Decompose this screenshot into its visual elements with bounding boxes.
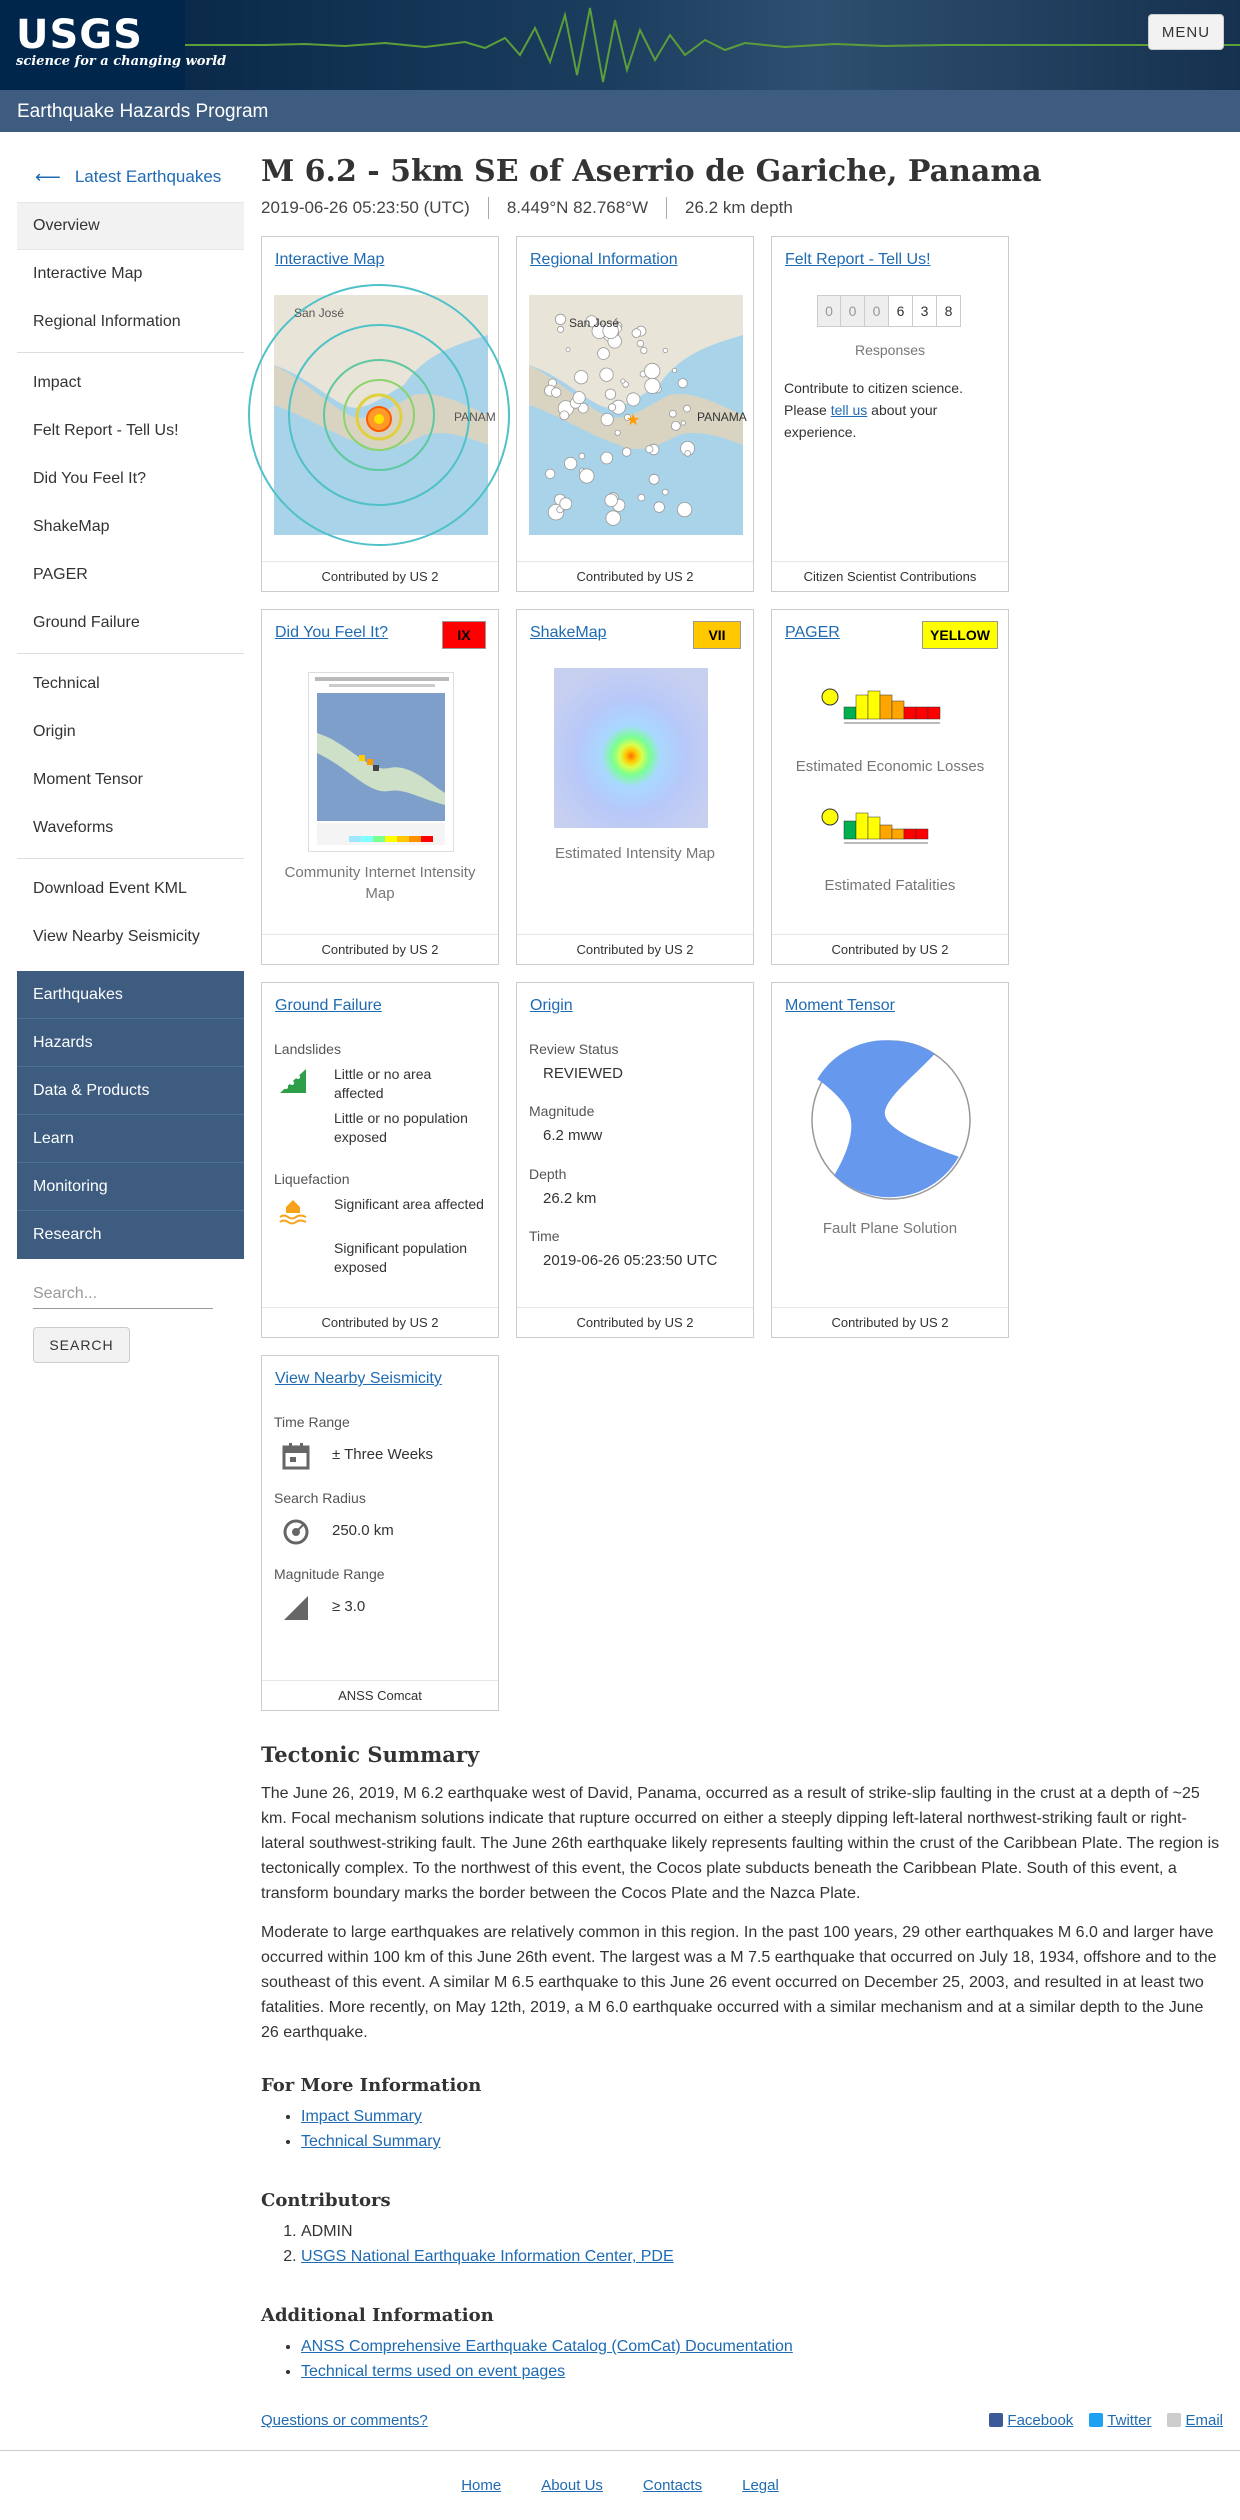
questions — [261, 2412, 661, 2429]
tectonic-summary — [261, 1742, 1221, 2045]
seismicity-dot — [579, 453, 585, 459]
sidebar-item-origin[interactable]: Origin — [33, 723, 76, 740]
technical-summary-link[interactable]: Technical Summary — [301, 2133, 441, 2150]
seismicity-dot — [637, 340, 644, 347]
sidebar-item-pager[interactable]: PAGER — [33, 566, 88, 583]
footer-legal-link[interactable]: Legal — [742, 2477, 779, 2494]
liquefaction-population: Significant population exposed — [334, 1240, 468, 1275]
neic-link[interactable]: USGS National Earthquake Information Center, PDE — [301, 2248, 674, 2265]
program-title[interactable]: Earthquake Hazards Program — [17, 101, 269, 122]
counter-digit: 3 — [913, 295, 937, 327]
event-summary — [261, 196, 1221, 220]
epicenter-star-icon: ★ — [625, 412, 641, 429]
tell-us-link[interactable]: tell us — [830, 402, 868, 418]
nav-data-products[interactable]: Data & Products — [17, 1067, 244, 1115]
nav-learn[interactable]: Learn — [17, 1115, 244, 1163]
twitter-icon — [1089, 2413, 1103, 2427]
card-footer: Contributed by US 2 — [517, 1307, 753, 1337]
responses-label: Responses — [854, 342, 926, 358]
search-button[interactable]: SEARCH — [33, 1327, 130, 1363]
fault-plane-caption: Fault Plane Solution — [822, 1220, 958, 1237]
card-title[interactable]: Interactive Map — [275, 251, 385, 268]
magnitude-range-value: ≥ 3.0 — [332, 1598, 366, 1615]
fatalities-histogram — [822, 805, 962, 850]
liquefaction-area: Significant area affected — [334, 1196, 484, 1212]
card-footer: Contributed by US 2 — [262, 561, 498, 591]
seismicity-dot — [672, 368, 676, 372]
depth-value: 26.2 km — [543, 1190, 597, 1207]
calendar-icon — [282, 1442, 310, 1475]
card-title[interactable]: Did You Feel It? — [275, 624, 388, 641]
card-shakemap[interactable] — [516, 609, 754, 965]
review-status-label: Review Status — [529, 1041, 619, 1057]
seismicity-dot — [598, 348, 610, 360]
prompt-text: about your experience. — [784, 402, 938, 440]
email-link[interactable] — [1167, 2412, 1223, 2429]
nav-hazards[interactable]: Hazards — [17, 1019, 244, 1067]
seismicity-dot — [641, 347, 647, 353]
list-item: 1. ADMIN — [301, 2219, 1221, 2244]
seismicity-dot — [671, 421, 680, 430]
section-heading: Tectonic Summary — [261, 1742, 480, 1767]
card-footer: Contributed by US 2 — [262, 1307, 498, 1337]
seismicity-dot — [615, 430, 620, 435]
twitter-link[interactable] — [1089, 2412, 1151, 2429]
search-input[interactable] — [33, 1279, 213, 1309]
list-item — [301, 2359, 1221, 2384]
footer-contacts-link[interactable]: Contacts — [642, 2477, 703, 2494]
sidebar-item-dyfi[interactable]: Did You Feel It? — [33, 470, 146, 487]
shakemap-caption: Estimated Intensity Map — [554, 845, 716, 862]
card-felt-report[interactable] — [771, 236, 1009, 592]
email-icon — [1167, 2413, 1181, 2427]
seismogram-wave — [185, 0, 1240, 90]
liquefaction-label: Liquefaction — [274, 1171, 350, 1187]
search-radius-value: 250.0 km — [332, 1522, 394, 1539]
map-image — [529, 295, 747, 535]
prompt-text: Contribute to citizen science. Please — [784, 380, 963, 418]
seismicity-dot — [609, 404, 616, 411]
site-header — [0, 0, 1240, 90]
card-footer: Contributed by US 2 — [517, 934, 753, 964]
event-depth: 26.2 km depth — [685, 198, 793, 217]
map-image — [309, 673, 455, 853]
seismicity-dot — [605, 389, 615, 399]
questions-link[interactable]: Questions or comments? — [261, 2412, 428, 2429]
alert-level-badge: YELLOW — [922, 621, 998, 649]
seismicity-dot — [654, 502, 665, 513]
seismicity-dot — [580, 469, 594, 483]
counter-digit: 8 — [937, 295, 961, 327]
logo-tagline: science for a changing world — [16, 54, 227, 69]
sidebar-item-waveforms[interactable]: Waveforms — [33, 819, 114, 836]
intensity-badge: IX — [442, 621, 486, 649]
map-place-label: San José — [294, 306, 345, 320]
shakemap-thumbnail[interactable] — [554, 668, 708, 828]
back-label: Latest Earthquakes — [74, 167, 222, 186]
seismicity-dot — [606, 511, 621, 526]
landslides-label: Landslides — [274, 1041, 341, 1057]
seismicity-dot — [560, 411, 569, 420]
card-footer: Contributed by US 2 — [262, 934, 498, 964]
event-time: 2019-06-26 05:23:50 (UTC) — [261, 197, 489, 219]
time-value: 2019-06-26 05:23:50 UTC — [543, 1252, 718, 1269]
seismicity-dot — [566, 348, 570, 352]
card-title[interactable]: ShakeMap — [530, 624, 607, 641]
seismicity-dot — [685, 451, 691, 457]
page-title: M 6.2 - 5km SE of Aserrio de Gariche, Panama — [261, 154, 1042, 189]
more-information — [261, 2075, 1221, 2154]
card-footer: Contributed by US 2 — [772, 1307, 1008, 1337]
seismicity-dot — [621, 379, 625, 383]
fatalities-caption: Estimated Fatalities — [824, 877, 956, 894]
technical-terms-link[interactable]: Technical terms used on event pages — [301, 2363, 566, 2380]
seismicity-dot — [551, 388, 561, 398]
seismicity-dot — [677, 502, 691, 516]
sidebar-item-download-kml[interactable]: Download Event KML — [33, 880, 187, 897]
seismicity-dot — [573, 392, 585, 404]
sidebar-item-ground-failure[interactable]: Ground Failure — [33, 614, 140, 631]
seismicity-dot — [601, 452, 613, 464]
seismicity-dot — [601, 413, 613, 425]
paragraph: The June 26, 2019, M 6.2 earthquake west of David, Panama, occurred as a result of strike-slip faulting in the crust at a depth of ~25 km. Focal mechanism solutions indicate that rupture occurred on either a steeply dipping left-lateral northwest-striking fault or right-lateral southwest-striking fault. The June 26th earthquake likely represents faulting within the crust of the Caribbean Plate. The region is tectonically complex. To the northwest of this event, the Cocos plate subducts beneath the Caribbean Plate. South of this event, a transform boundary marks the border between the Cocos Plate and the Nazca Plate. — [261, 1785, 1220, 1902]
footer-home-link[interactable]: Home — [461, 2477, 502, 2494]
logo-wordmark: USGS — [16, 12, 143, 58]
product-cards — [261, 236, 1221, 1781]
divider — [17, 352, 244, 353]
list-item — [301, 2244, 1221, 2269]
counter-digit: 0 — [865, 295, 889, 327]
card-moment-tensor[interactable] — [771, 982, 1009, 1338]
card-nearby-seismicity[interactable] — [261, 1355, 499, 1711]
email-label: Email — [1185, 2412, 1223, 2429]
nav-research[interactable]: Research — [33, 1226, 102, 1243]
sidebar-item-technical[interactable]: Technical — [33, 675, 100, 692]
map-place-label: PANAMA — [697, 410, 747, 424]
sidebar-item-shakemap[interactable]: ShakeMap — [33, 518, 110, 535]
seismicity-dot — [560, 498, 572, 510]
card-title[interactable]: Moment Tensor — [785, 997, 895, 1014]
sidebar-item-nearby-seismicity[interactable]: View Nearby Seismicity — [33, 928, 200, 945]
usgs-logo[interactable] — [16, 14, 226, 69]
sidebar-item-impact[interactable]: Impact — [33, 374, 82, 391]
back-arrow-icon: ⟵ — [35, 166, 61, 187]
card-title[interactable]: Regional Information — [530, 251, 678, 268]
site-search — [17, 1279, 244, 1363]
divider — [17, 653, 244, 654]
seismicity-dot — [662, 489, 668, 495]
card-did-you-feel-it[interactable] — [261, 609, 499, 965]
card-title[interactable]: View Nearby Seismicity — [275, 1370, 442, 1387]
seismicity-dot — [627, 393, 640, 406]
seismicity-dot — [663, 348, 667, 352]
seismicity-dot — [669, 410, 676, 417]
section-heading: Contributors — [261, 2190, 391, 2211]
twitter-label: Twitter — [1107, 2412, 1152, 2429]
facebook-link[interactable] — [989, 2412, 1073, 2429]
counter-digit: 0 — [841, 295, 865, 327]
event-page — [261, 150, 1221, 1781]
card-footer: Contributed by US 2 — [772, 934, 1008, 964]
site-nav — [17, 971, 244, 1259]
time-range-value: ± Three Weeks — [332, 1446, 434, 1463]
dyfi-map-thumbnail[interactable] — [308, 672, 454, 852]
card-footer: ANSS Comcat — [262, 1680, 498, 1710]
time-label: Time — [529, 1228, 560, 1244]
seismicity-dot — [575, 371, 588, 384]
program-bar — [0, 90, 1240, 132]
card-origin[interactable] — [516, 982, 754, 1338]
card-title[interactable]: Origin — [530, 997, 573, 1014]
regional-map-thumbnail[interactable] — [529, 295, 747, 535]
seismicity-dot — [645, 378, 660, 393]
dyfi-caption: Community Internet Intensity Map — [284, 864, 476, 902]
divider — [17, 858, 244, 859]
contributors — [261, 2190, 1221, 2269]
seismicity-dot — [555, 314, 565, 324]
paragraph: Moderate to large earthquakes are relatively common in this region. In the past 100 years, 29 other earthquakes M 6.0 and larger have occurred within 100 km of this June 26th event. The largest was a M 7.5 earthquake that occurred on July 18, 1934, offshore and to the southeast of this event. A similar M 6.5 earthquake to this June 26 event occurred on December 25, 2003, and resulted in at least two fatalities. More recently, on May 12th, 2019, a M 6.0 earthquake occurred with a similar mechanism and at a similar depth to the June 26 earthquake. — [261, 1924, 1217, 2041]
nav-earthquakes[interactable]: Earthquakes — [17, 971, 244, 1019]
radius-icon — [282, 1518, 310, 1551]
response-counter — [817, 295, 961, 327]
beachball-diagram — [810, 1039, 972, 1201]
search-radius-label: Search Radius — [274, 1490, 366, 1506]
magnitude-icon — [282, 1594, 310, 1627]
list-item — [301, 2334, 1221, 2359]
seismicity-dot — [600, 368, 613, 381]
map-place-label: San José — [569, 316, 620, 330]
seismicity-dot — [564, 457, 576, 469]
seismicity-dot — [681, 421, 685, 425]
intensity-badge: VII — [693, 621, 741, 649]
seismicity-dot — [646, 446, 653, 453]
map-image — [274, 295, 496, 535]
card-title[interactable]: PAGER — [785, 624, 840, 641]
card-pager[interactable] — [771, 609, 1009, 965]
card-interactive-map[interactable] — [261, 236, 499, 592]
section-heading: For More Information — [261, 2075, 482, 2096]
seismicity-dot — [558, 326, 564, 332]
economic-losses-histogram — [822, 685, 962, 730]
latest-earthquakes-link[interactable] — [17, 160, 244, 194]
counter-digit: 0 — [817, 295, 841, 327]
seismicity-dot — [684, 405, 691, 412]
additional-information — [261, 2305, 1221, 2384]
card-footer: Citizen Scientist Contributions — [772, 561, 1008, 591]
list-item — [301, 2129, 1221, 2154]
site-footer — [0, 2450, 1240, 2520]
seismicity-dot — [605, 494, 618, 507]
menu-button[interactable]: MENU — [1148, 14, 1224, 50]
seismicity-dot — [622, 448, 631, 457]
card-title[interactable]: Ground Failure — [275, 997, 382, 1014]
seismicity-dot — [678, 379, 687, 388]
seismicity-dot — [649, 474, 659, 484]
counter-digit: 6 — [889, 295, 913, 327]
social-links — [989, 2412, 1223, 2429]
card-footer: Contributed by US 2 — [517, 561, 753, 591]
comcat-docs-link[interactable]: ANSS Comprehensive Earthquake Catalog (ComCat) Documentation — [301, 2338, 793, 2355]
sidebar-item-felt-report[interactable]: Felt Report - Tell Us! — [33, 422, 179, 439]
card-regional-information[interactable] — [516, 236, 754, 592]
landslide-area: Little or no area affected — [334, 1066, 432, 1101]
card-title[interactable]: Felt Report - Tell Us! — [785, 251, 931, 268]
magnitude-label: Magnitude — [529, 1103, 595, 1119]
seismicity-dot — [638, 494, 645, 501]
footer-about-link[interactable]: About Us — [541, 2477, 603, 2494]
sidebar-item-overview[interactable]: Overview — [17, 202, 244, 250]
sidebar-item-interactive-map[interactable]: Interactive Map — [33, 265, 143, 282]
sidebar — [17, 160, 244, 1363]
event-location: 8.449°N 82.768°W — [507, 197, 667, 219]
sidebar-item-moment-tensor[interactable]: Moment Tensor — [33, 771, 143, 788]
interactive-map-thumbnail[interactable] — [274, 295, 496, 535]
map-image — [554, 668, 708, 828]
landslide-population: Little or no population exposed — [334, 1110, 468, 1145]
seismicity-dot — [645, 363, 660, 378]
economic-losses-caption: Estimated Economic Losses — [795, 758, 985, 775]
facebook-label: Facebook — [1007, 2412, 1074, 2429]
impact-summary-link[interactable]: Impact Summary — [301, 2108, 422, 2125]
card-ground-failure[interactable] — [261, 982, 499, 1338]
felt-report-prompt — [784, 377, 994, 443]
list-item — [301, 2104, 1221, 2129]
review-status-value: REVIEWED — [543, 1065, 624, 1082]
magnitude-range-label: Magnitude Range — [274, 1566, 385, 1582]
sidebar-item-regional-information[interactable]: Regional Information — [33, 313, 181, 330]
nav-monitoring[interactable]: Monitoring — [17, 1163, 244, 1211]
map-place-label: PANAM — [454, 410, 496, 424]
section-heading: Additional Information — [261, 2305, 494, 2326]
magnitude-value: 6.2 mww — [543, 1127, 603, 1144]
seismicity-dot — [546, 469, 555, 478]
time-range-label: Time Range — [274, 1414, 350, 1430]
facebook-icon — [989, 2413, 1003, 2427]
liquefaction-icon — [278, 1195, 308, 1225]
landslide-icon — [278, 1065, 308, 1095]
depth-label: Depth — [529, 1166, 567, 1182]
seismicity-dot — [632, 329, 641, 338]
